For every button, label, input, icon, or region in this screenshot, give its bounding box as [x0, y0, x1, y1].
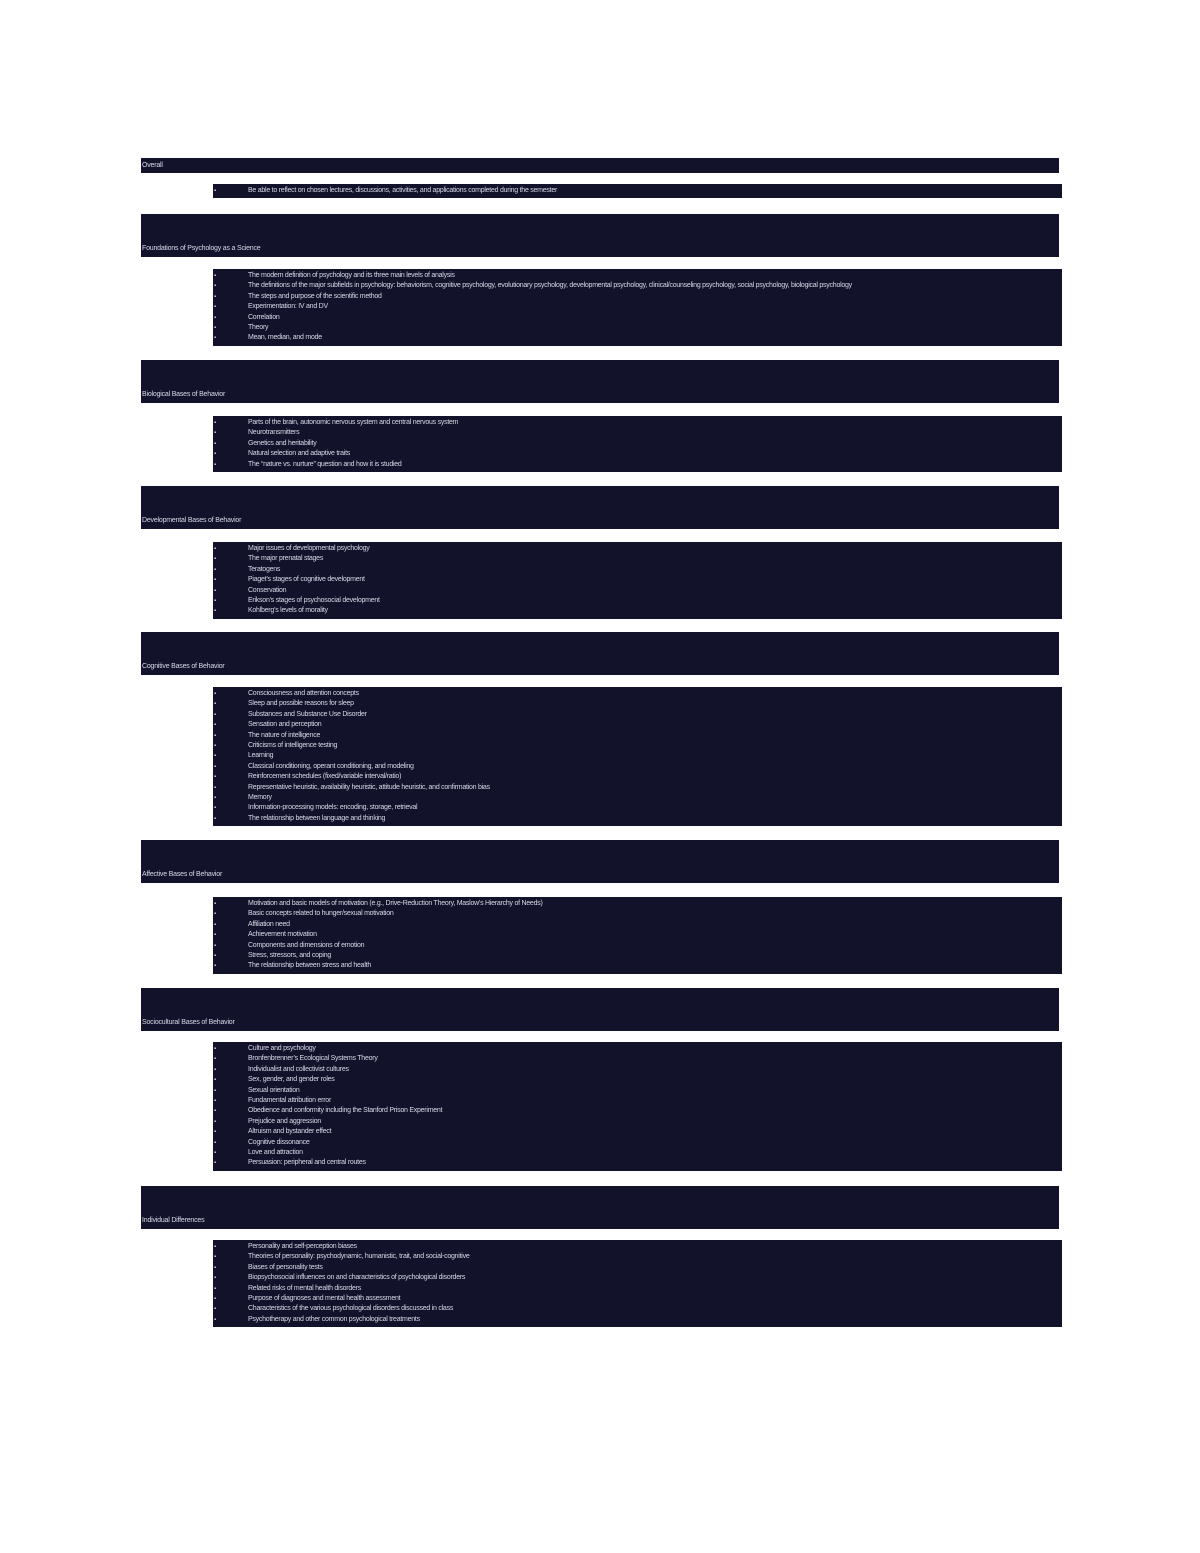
bullet-icon: ▪	[214, 304, 216, 311]
list-item	[213, 333, 1062, 343]
bullet-icon: ▪	[214, 1244, 216, 1250]
section-item-list	[213, 897, 1062, 974]
section-title: Cognitive Bases of Behavior	[142, 663, 225, 670]
bullet-icon: ▪	[214, 963, 216, 970]
list-item	[213, 783, 1062, 793]
list-item-text: Memory	[248, 793, 272, 801]
list-item	[213, 941, 1062, 951]
bullet-icon: ▪	[214, 1056, 216, 1063]
list-item-text: Conservation	[248, 586, 287, 594]
section-item-list	[213, 542, 1062, 619]
bullet-list	[213, 186, 1062, 196]
bullet-icon: ▪	[214, 701, 216, 708]
list-item	[213, 1304, 1062, 1314]
list-item-text: Affiliation need	[248, 920, 290, 928]
list-item-text: Parts of the brain, autonomic nervous system and central nervous system	[248, 419, 459, 426]
bullet-icon: ▪	[214, 597, 216, 604]
section-header	[141, 840, 1059, 883]
bullet-icon: ▪	[214, 188, 216, 194]
bullet-icon: ▪	[214, 335, 216, 342]
bullet-icon: ▪	[214, 314, 216, 321]
list-item-text: Characteristics of the various psychological disorders discussed in class	[248, 1305, 454, 1313]
list-item	[213, 814, 1062, 824]
list-item	[213, 418, 1062, 428]
list-item-text: Major issues of developmental psychology	[248, 545, 370, 552]
list-item-text: Representative heuristic, availability heuristic, attitude heuristic, and confirmation bias	[248, 783, 490, 791]
bullet-icon: ▪	[214, 911, 216, 918]
list-item	[213, 731, 1062, 741]
bullet-icon: ▪	[214, 774, 216, 781]
list-item-text: Correlation	[248, 313, 280, 321]
list-item	[213, 271, 1062, 281]
bullet-icon: ▪	[214, 952, 216, 959]
list-item-text: Consciousness and attention concepts	[248, 690, 359, 697]
list-item-text: Reinforcement schedules (fixed/variable interval/ratio)	[248, 773, 402, 781]
list-item	[213, 1284, 1062, 1294]
list-item	[213, 428, 1062, 438]
list-item-text: Sensation and perception	[248, 721, 322, 729]
list-item-text: Natural selection and adaptive traits	[248, 450, 351, 458]
list-item	[213, 751, 1062, 761]
section-title: Foundations of Psychology as a Science	[142, 245, 261, 252]
section-title: Overall	[142, 162, 163, 169]
bullet-icon: ▪	[214, 1087, 216, 1094]
list-item-text: Piaget’s stages of cognitive development	[248, 576, 365, 584]
list-item-text: Altruism and bystander effect	[248, 1128, 332, 1136]
bullet-icon: ▪	[214, 293, 216, 300]
list-item	[213, 720, 1062, 730]
list-item	[213, 1252, 1062, 1262]
list-item-text: Motivation and basic models of motivation (e.g., Drive-Reduction Theory, Maslow’s Hierarchy of Needs)	[248, 900, 543, 907]
list-item-text: The steps and purpose of the scientific method	[248, 292, 382, 300]
list-item	[213, 1044, 1062, 1054]
bullet-icon: ▪	[214, 273, 216, 279]
section-title: Individual Differences	[142, 1217, 205, 1224]
bullet-icon: ▪	[214, 1285, 216, 1292]
list-item	[213, 313, 1062, 323]
list-item-text: Purpose of diagnoses and mental health assessment	[248, 1294, 401, 1302]
list-item-text: The relationship between stress and health	[248, 962, 371, 970]
list-item-text: Sexual orientation	[248, 1086, 300, 1094]
list-item	[213, 449, 1062, 459]
list-item	[213, 710, 1062, 720]
bullet-icon: ▪	[214, 451, 216, 458]
section-header	[141, 158, 1059, 173]
list-item-text: Basic concepts related to hunger/sexual motivation	[248, 910, 394, 918]
bullet-icon: ▪	[214, 1254, 216, 1261]
bullet-list	[213, 544, 1062, 617]
bullet-icon: ▪	[214, 324, 216, 331]
list-item	[213, 575, 1062, 585]
list-item	[213, 1065, 1062, 1075]
section-title: Affective Bases of Behavior	[142, 871, 223, 878]
bullet-icon: ▪	[214, 711, 216, 718]
list-item-text: Theory	[248, 323, 269, 331]
list-item	[213, 1054, 1062, 1064]
bullet-icon: ▪	[214, 1046, 216, 1052]
bullet-icon: ▪	[214, 430, 216, 437]
section-title: Developmental Bases of Behavior	[142, 517, 242, 524]
bullet-icon: ▪	[214, 546, 216, 552]
list-item-text: Kohlberg’s levels of morality	[248, 607, 328, 615]
bullet-list	[213, 899, 1062, 972]
list-item	[213, 281, 1062, 291]
bullet-icon: ▪	[214, 815, 216, 822]
bullet-list	[213, 418, 1062, 470]
bullet-icon: ▪	[214, 556, 216, 563]
bullet-icon: ▪	[214, 1295, 216, 1302]
list-item	[213, 1075, 1062, 1085]
list-item-text: Substances and Substance Use Disorder	[248, 710, 367, 718]
list-item-text: Erikson’s stages of psychosocial development	[248, 596, 380, 604]
list-item-text: Related risks of mental health disorders	[248, 1284, 361, 1292]
list-item	[213, 186, 1062, 196]
list-item	[213, 1086, 1062, 1096]
list-item	[213, 439, 1062, 449]
list-item	[213, 1106, 1062, 1116]
bullet-list	[213, 689, 1062, 824]
bullet-icon: ▪	[214, 921, 216, 928]
list-item	[213, 606, 1062, 616]
list-item-text: Mean, median, and mode	[248, 334, 322, 342]
list-item-text: Psychotherapy and other common psychological treatments	[248, 1315, 420, 1323]
list-item	[213, 1294, 1062, 1304]
list-item	[213, 762, 1062, 772]
bullet-icon: ▪	[214, 1139, 216, 1146]
list-item-text: Obedience and conformity including the Stanford Prison Experiment	[248, 1107, 443, 1115]
bullet-icon: ▪	[214, 932, 216, 939]
bullet-icon: ▪	[214, 784, 216, 791]
list-item	[213, 554, 1062, 564]
list-item	[213, 699, 1062, 709]
list-item	[213, 803, 1062, 813]
list-item-text: The modern definition of psychology and its three main levels of analysis	[248, 272, 455, 279]
bullet-icon: ▪	[214, 732, 216, 739]
list-item-text: Cognitive dissonance	[248, 1138, 310, 1146]
list-item	[213, 1315, 1062, 1325]
list-item	[213, 1096, 1062, 1106]
section-header	[141, 360, 1059, 403]
bullet-icon: ▪	[214, 753, 216, 760]
list-item-text: The major prenatal stages	[248, 555, 324, 563]
bullet-icon: ▪	[214, 1077, 216, 1084]
list-item-text: Classical conditioning, operant conditioning, and modeling	[248, 762, 414, 770]
bullet-icon: ▪	[214, 901, 216, 907]
list-item-text: Love and attraction	[248, 1148, 303, 1156]
section-header	[141, 632, 1059, 675]
list-item-text: Sleep and possible reasons for sleep	[248, 700, 354, 708]
bullet-icon: ▪	[214, 1306, 216, 1313]
section-title: Biological Bases of Behavior	[142, 391, 226, 398]
bullet-icon: ▪	[214, 794, 216, 801]
list-item-text: Culture and psychology	[248, 1045, 316, 1052]
list-item	[213, 1263, 1062, 1273]
list-item-text: Bronfenbrenner’s Ecological Systems Theory	[248, 1055, 378, 1063]
section-header	[141, 214, 1059, 257]
list-item-text: Biases of personality tests	[248, 1263, 323, 1271]
list-item-text: Theories of personality: psychodynamic, humanistic, trait, and social-cognitive	[248, 1253, 470, 1261]
list-item-text: Learning	[248, 752, 274, 760]
bullet-icon: ▪	[214, 608, 216, 615]
bullet-icon: ▪	[214, 1264, 216, 1271]
bullet-list	[213, 1242, 1062, 1325]
list-item	[213, 930, 1062, 940]
list-item-text: Prejudice and aggression	[248, 1117, 321, 1125]
list-item-text: Stress, stressors, and coping	[248, 951, 332, 959]
section-item-list	[213, 687, 1062, 826]
list-item	[213, 961, 1062, 971]
bullet-icon: ▪	[214, 763, 216, 770]
bullet-icon: ▪	[214, 587, 216, 594]
list-item	[213, 920, 1062, 930]
section-item-list	[213, 269, 1062, 346]
bullet-icon: ▪	[214, 577, 216, 584]
bullet-icon: ▪	[214, 942, 216, 949]
list-item	[213, 741, 1062, 751]
list-item	[213, 793, 1062, 803]
bullet-icon: ▪	[214, 1129, 216, 1136]
bullet-icon: ▪	[214, 1066, 216, 1073]
list-item-text: Achievement motivation	[248, 931, 317, 939]
list-item-text: The relationship between language and thinking	[248, 814, 386, 822]
bullet-icon: ▪	[214, 1316, 216, 1323]
bullet-icon: ▪	[214, 1108, 216, 1115]
bullet-icon: ▪	[214, 440, 216, 447]
bullet-icon: ▪	[214, 1275, 216, 1282]
bullet-icon: ▪	[214, 566, 216, 573]
list-item-text: Be able to reflect on chosen lectures, discussions, activities, and applications completed during the semester	[248, 187, 558, 194]
list-item-text: The definitions of the major subfields in psychology: behaviorism, cognitive psychology, evolutionary psychology, developmental psychology, clinical/counseling psychology, social psychology, biological psychology	[248, 282, 852, 290]
list-item-text: The nature of intelligence	[248, 731, 321, 739]
section-item-list	[213, 1042, 1062, 1171]
list-item-text: The “nature vs. nurture” question and how it is studied	[248, 460, 402, 468]
section-header	[141, 988, 1059, 1031]
bullet-list	[213, 1044, 1062, 1169]
list-item-text: Genetics and heritability	[248, 439, 317, 447]
bullet-icon: ▪	[214, 461, 216, 468]
list-item	[213, 1148, 1062, 1158]
list-item	[213, 772, 1062, 782]
section-item-list	[213, 184, 1062, 198]
list-item	[213, 1242, 1062, 1252]
list-item-text: Neurotransmitters	[248, 429, 300, 437]
bullet-icon: ▪	[214, 691, 216, 697]
list-item	[213, 909, 1062, 919]
list-item-text: Personality and self-perception biases	[248, 1243, 357, 1250]
list-item	[213, 323, 1062, 333]
bullet-icon: ▪	[214, 1097, 216, 1104]
list-item-text: Persuasion: peripheral and central routes	[248, 1159, 366, 1167]
bullet-icon: ▪	[214, 1149, 216, 1156]
list-item	[213, 565, 1062, 575]
list-item	[213, 1127, 1062, 1137]
section-item-list	[213, 1240, 1062, 1327]
section-header	[141, 1186, 1059, 1229]
list-item	[213, 1117, 1062, 1127]
bullet-icon: ▪	[214, 722, 216, 729]
bullet-icon: ▪	[214, 420, 216, 426]
list-item	[213, 689, 1062, 699]
section-header	[141, 486, 1059, 529]
section-item-list	[213, 416, 1062, 472]
section-title: Sociocultural Bases of Behavior	[142, 1019, 235, 1026]
list-item-text: Teratogens	[248, 565, 281, 573]
bullet-icon: ▪	[214, 1160, 216, 1167]
list-item	[213, 1158, 1062, 1168]
list-item	[213, 899, 1062, 909]
bullet-icon: ▪	[214, 283, 216, 290]
list-item	[213, 544, 1062, 554]
list-item	[213, 586, 1062, 596]
list-item-text: Components and dimensions of emotion	[248, 941, 365, 949]
list-item	[213, 951, 1062, 961]
list-item-text: Criticisms of intelligence testing	[248, 741, 338, 749]
bullet-icon: ▪	[214, 742, 216, 749]
bullet-icon: ▪	[214, 1118, 216, 1125]
list-item	[213, 292, 1062, 302]
list-item-text: Biopsychosocial influences on and characteristics of psychological disorders	[248, 1274, 466, 1282]
list-item-text: Experimentation: IV and DV	[248, 303, 328, 311]
bullet-list	[213, 271, 1062, 344]
list-item	[213, 596, 1062, 606]
list-item-text: Information-processing models: encoding, storage, retrieval	[248, 804, 418, 812]
list-item	[213, 1138, 1062, 1148]
list-item	[213, 1273, 1062, 1283]
list-item-text: Sex, gender, and gender roles	[248, 1076, 335, 1084]
bullet-icon: ▪	[214, 805, 216, 812]
list-item	[213, 460, 1062, 470]
list-item	[213, 302, 1062, 312]
list-item-text: Individualist and collectivist cultures	[248, 1065, 349, 1073]
list-item-text: Fundamental attribution error	[248, 1096, 332, 1104]
